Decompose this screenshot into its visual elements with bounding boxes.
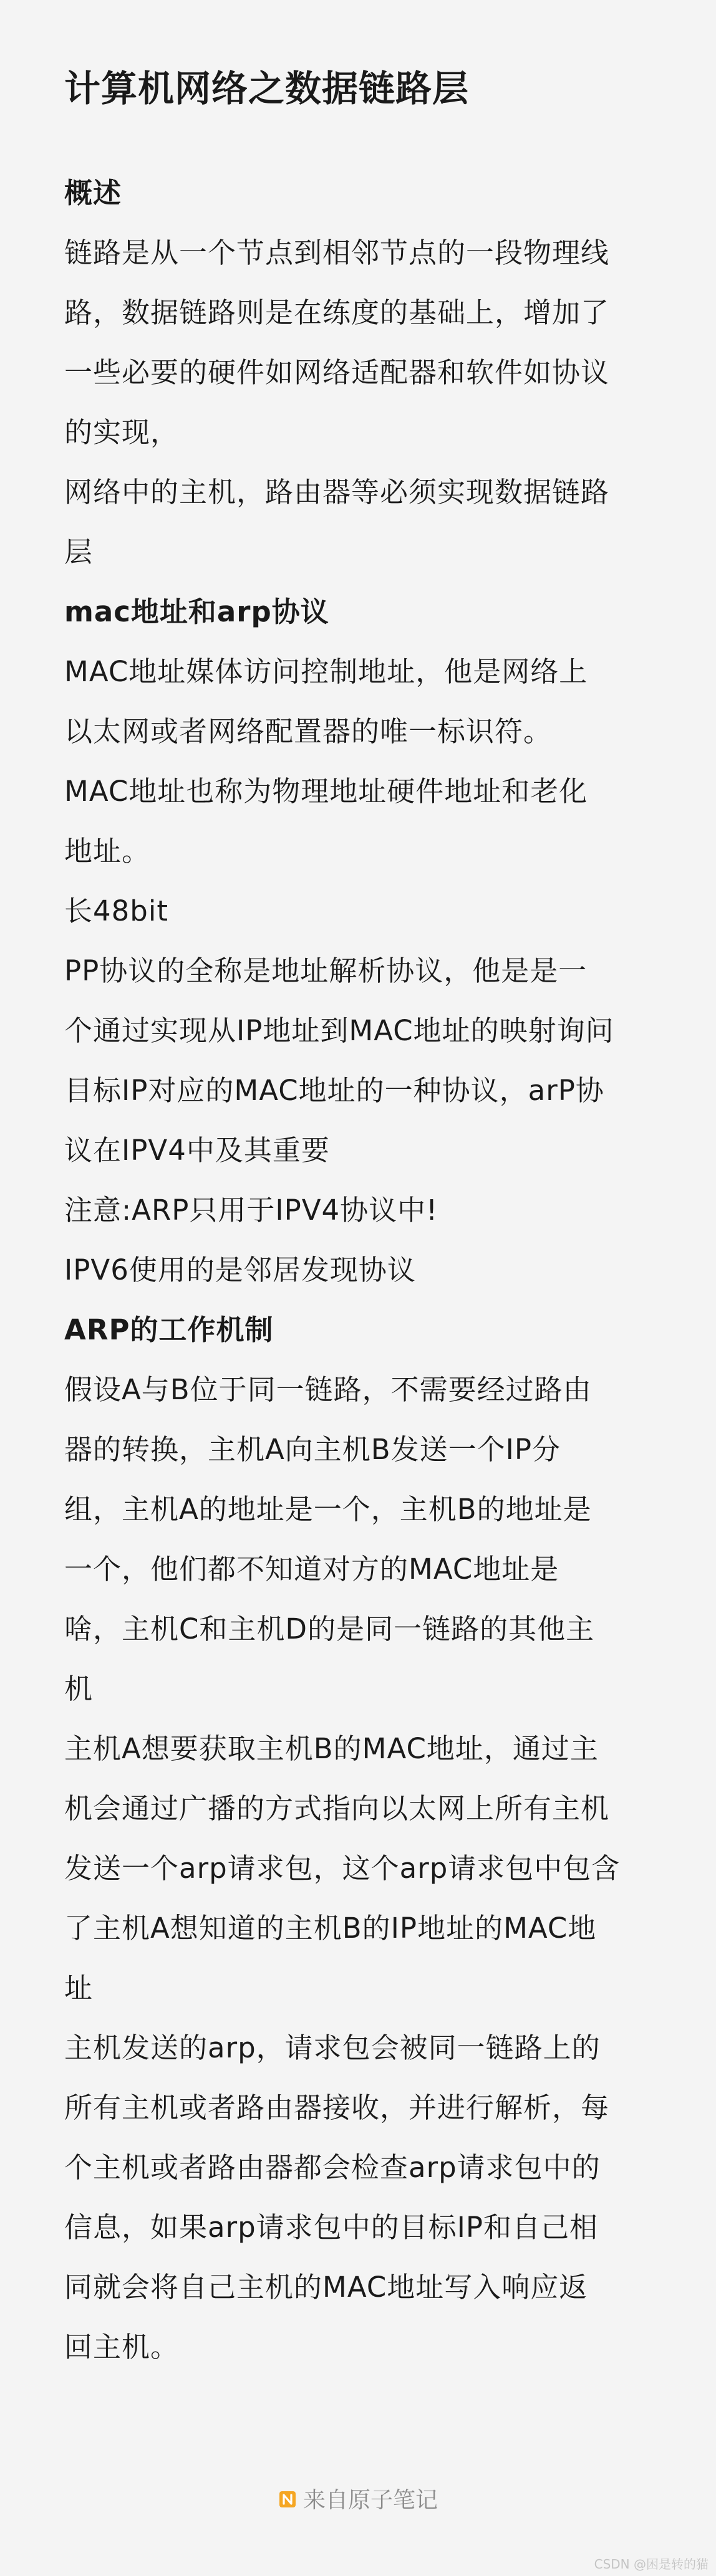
section-heading: ARP的工作机制 [64,1313,274,1346]
article-body [64,163,654,2377]
paragraph-line: 以太网或者网络配置器的唯一标识符。 [64,715,553,748]
paragraph-line: 长48bit [64,894,168,927]
notes-app-logo-icon [278,2490,297,2509]
paragraph-line: 回主机。 [64,2330,180,2363]
paragraph-line: 机会通过广播的方式指向以太网上所有主机 [64,1792,610,1825]
paragraph-line: 网络中的主机，路由器等必须实现数据链路 [64,476,610,509]
paragraph-line: MAC地址媒体访问控制地址，他是网络上 [64,655,588,688]
paragraph-line: 个通过实现从IP地址到MAC地址的映射询问 [64,1014,614,1047]
paragraph-line: 目标IP对应的MAC地址的一种协议，arP协 [64,1074,604,1107]
paragraph-line: 假设A与B位于同一链路，不需要经过路由 [64,1373,592,1406]
page-title: 计算机网络之数据链路层 [64,67,470,110]
paragraph-line: 路，数据链路则是在练度的基础上，增加了 [64,296,610,329]
section-heading: mac地址和arp协议 [64,595,329,628]
paragraph-line: 层 [64,535,94,568]
source-footer [0,2486,716,2516]
paragraph-line: 一些必要的硬件如网络适配器和软件如协议 [64,356,610,389]
paragraph-line: IPV6使用的是邻居发现协议 [64,1253,416,1286]
paragraph-line: 个主机或者路由器都会检查arp请求包中的 [64,2151,601,2184]
paragraph-line: 的实现， [64,416,180,449]
paragraph-line: 发送一个arp请求包，这个arp请求包中包含 [64,1852,621,1885]
paragraph-line: 链路是从一个节点到相邻节点的一段物理线 [64,236,610,269]
paragraph-line: 机 [64,1672,94,1705]
paragraph-line: 组，主机A的地址是一个，主机B的地址是 [64,1493,592,1526]
paragraph-line: 地址。 [64,835,151,868]
paragraph-line: 一个，他们都不知道对方的MAC地址是 [64,1553,559,1586]
csdn-watermark: CSDN @困是转的猫 [594,2557,709,2572]
paragraph-line: 信息，如果arp请求包中的目标IP和自己相 [64,2211,599,2244]
section-heading: 概述 [64,176,122,209]
paragraph-line: 主机发送的arp，请求包会被同一链路上的 [64,2031,601,2064]
paragraph-line: 议在IPV4中及其重要 [64,1134,330,1167]
paragraph-line: 同就会将自己主机的MAC地址写入响应返 [64,2271,588,2304]
paragraph-line: 注意:ARP只用于IPV4协议中! [64,1194,438,1227]
paragraph-line: 主机A想要获取主机B的MAC地址，通过主 [64,1732,599,1765]
paragraph-line: 啥，主机C和主机D的是同一链路的其他主 [64,1612,595,1645]
paragraph-line: MAC地址也称为物理地址硬件地址和老化 [64,775,588,808]
paragraph-line: 址 [64,1971,94,2004]
paragraph-line: 所有主机或者路由器接收，并进行解析，每 [64,2091,610,2124]
paragraph-line: PP协议的全称是地址解析协议，他是是一 [64,954,588,987]
paragraph-line: 了主机A想知道的主机B的IP地址的MAC地 [64,1912,597,1945]
source-footer-label: 来自原子笔记 [302,2487,438,2513]
paragraph-line: 器的转换，主机A向主机B发送一个IP分 [64,1433,561,1466]
